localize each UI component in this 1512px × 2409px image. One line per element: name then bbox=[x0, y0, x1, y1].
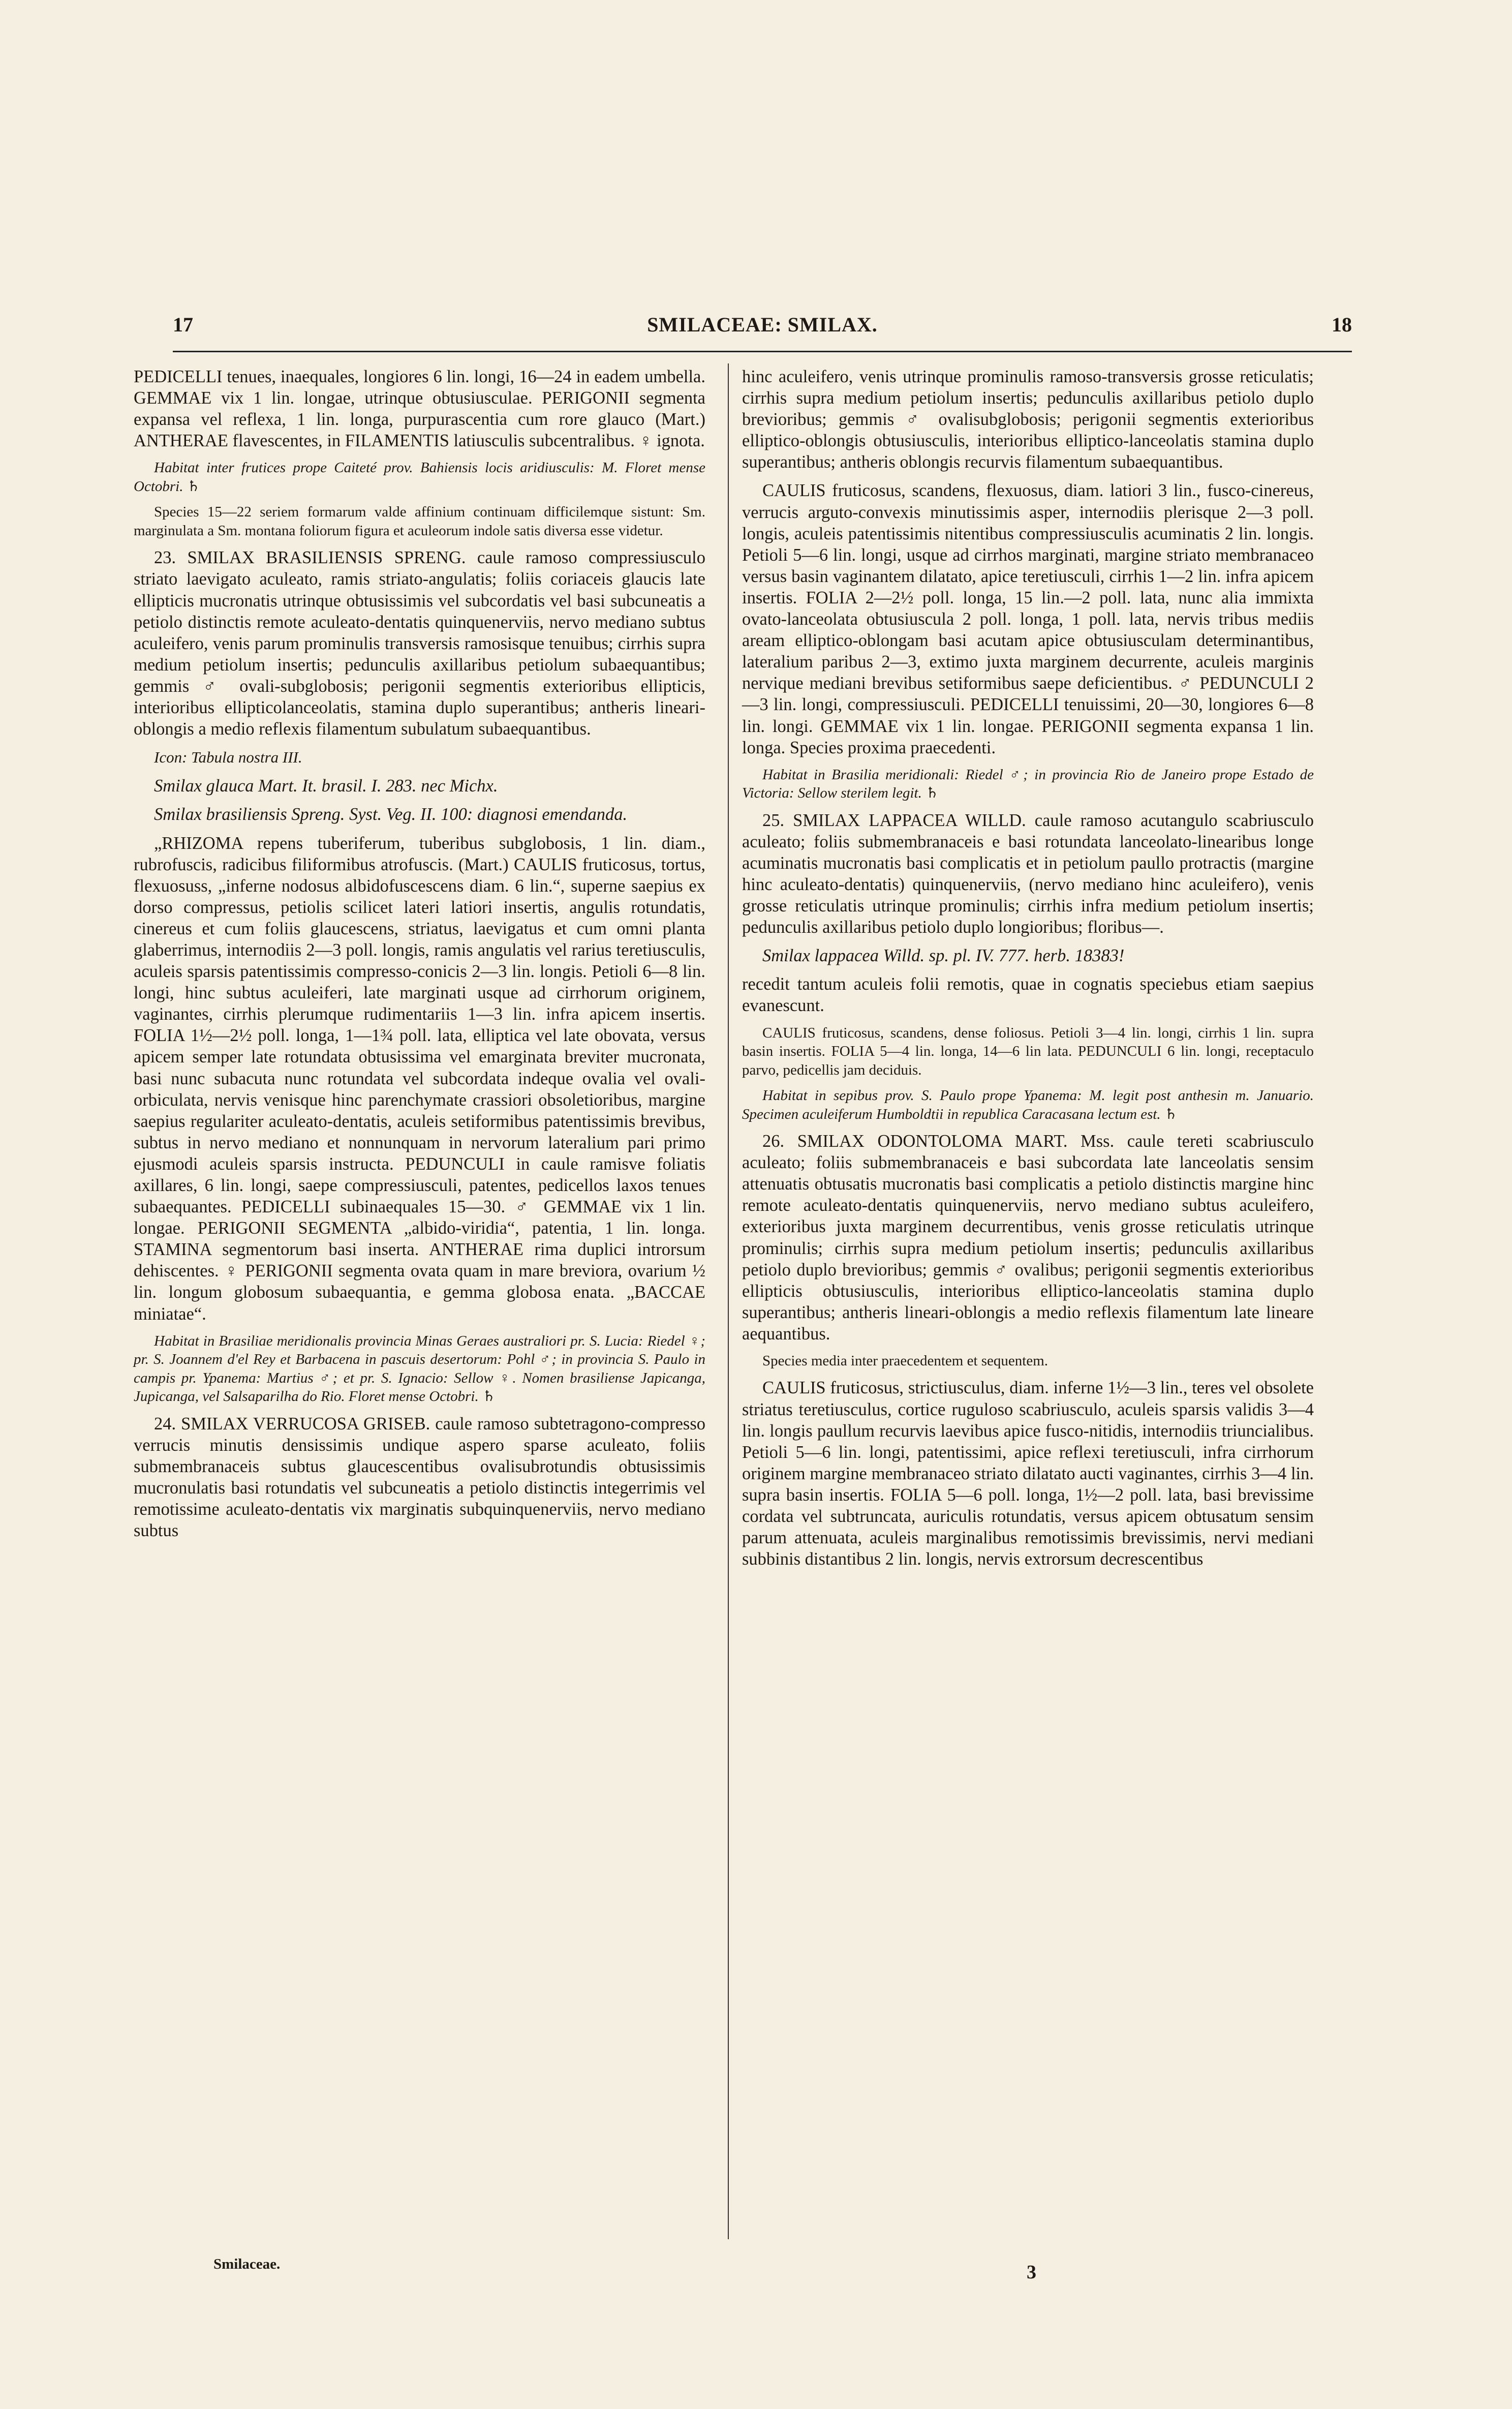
page-number-left: 17 bbox=[173, 313, 193, 336]
header-rule bbox=[173, 351, 1352, 352]
paragraph: Icon: Tabula nostra III. bbox=[154, 748, 302, 767]
paragraph: PEDICELLI tenues, inaequales, longiores 6 lin. longi, 16—24 in eadem umbella. GEMMAE vix 1 lin. longae, utrinque obtusiusculae. PERIGONII segmenta expansa vel reflexa, 1 lin. longa, purpurascentia cum rore glauco (Mart.) ANTHERAE flavescentes, in FILAMENTIS latiusculis subcentralibus. ♀ ignota. bbox=[134, 367, 705, 451]
right-column bbox=[742, 366, 1314, 1577]
paragraph: 25. SMILAX LAPPACEA WILLD. caule ramoso acutangulo scabriusculo aculeato; foliis submembranaceis e basi rotundata lanceolato-linearibus longe acuminatis mucronatis basi complicatis et in petiolum paullo protractis (margine hinc aculeato-dentatis) quinquenerviis, (nervo mediano hinc aculeifero), venis grosse reticulatis utrinque prominulis; cirrhis infra medium petiolum insertis; pedunculis axillaribus petiolo duplo longioribus; floribus—. bbox=[742, 810, 1314, 937]
left-column bbox=[134, 366, 705, 1548]
paragraph: CAULIS fruticosus, scandens, flexuosus, diam. latiori 3 lin., fusco-cinereus, verrucis arguto-convexis minutissimis asper, internodiis plerisque 2—3 poll. longis, aculeis patentissimis nitentibus compressiusculis acuminatis 2 lin. longis. Petioli 5—6 lin. longi, usque ad cirrhos marginati, margine striato membranaceo versus basin vaginantem dilatato, apice teretiusculi, cirrhis 1—2 lin. infra apicem insertis. FOLIA 2—2½ poll. longa, 15 lin.—2 poll. lata, nunc alia immixta ovato-lanceolata obtusiuscula 2 poll. longa, 1 poll. lata, nervis tribus mediis aream elliptico-oblongam basi acutam apice obtusiusculam determinantibus, lateralium paribus 2—3, extimo juxta marginem decurrente, aculeis marginis nervique mediani brevibus setiformibus saepe deficientibus. ♂ PEDUNCULI 2—3 lin. longi, compressiusculi. PEDICELLI tenuissimi, 20—30, longiores 6—8 lin. longi. GEMMAE vix 1 lin. longae. PERIGONII segmenta expansa 1 lin. longa. Species proxima praecedenti. bbox=[742, 481, 1314, 757]
paragraph: Smilax brasiliensis Spreng. Syst. Veg. II. 100: diagnosi emendanda. bbox=[154, 805, 628, 825]
paragraph: Smilax lappacea Willd. sp. pl. IV. 777. herb. 18383! bbox=[762, 946, 1125, 966]
paragraph: Habitat inter frutices prope Caiteté prov. Bahiensis locis aridiusculis: M. Floret mense Octobri. ♄ bbox=[134, 460, 705, 495]
running-title: SMILACEAE: SMILAX. bbox=[647, 313, 878, 336]
paragraph: CAULIS fruticosus, scandens, dense foliosus. Petioli 3—4 lin. longi, cirrhis 1 lin. supra basin insertis. FOLIA 5—4 lin. longa, 14—6 lin lata. PEDUNCULI 6 lin. longi, receptaculo parvo, pedicellis jam deciduis. bbox=[742, 1024, 1314, 1078]
signature-number: 3 bbox=[1027, 2262, 1036, 2283]
paragraph: Habitat in sepibus prov. S. Paulo prope Ypanema: M. legit post anthesin m. Januario. Specimen aculeiferum Humboldtii in republica Caracasana lectum est. ♄ bbox=[742, 1087, 1314, 1122]
paragraph: 23. SMILAX BRASILIENSIS SPRENG. caule ramoso compressiusculo striato laevigato aculeato, ramis striato-angulatis; foliis coriaceis glaucis late ellipticis mucronatis utrinque obtusissimis vel subcordatis vel basi subcuneatis a petiolo distinctis remote aculeato-dentatis quinquenerviis, nervo mediano subtus aculeifero, venis parum prominulis transversis ramosisque tenuibus; cirrhis supra medium petiolum insertis; pedunculis axillaribus petiolum subaequantibus; gemmis ♂ ovali-subglobosis; perigonii segmentis exterioribus ellipticis, interioribus ellipticolanceolatis, stamina duplo superantibus; antheris lineari-oblongis a medio reflexis filamentum subulatum subaequantibus. bbox=[134, 548, 705, 739]
paragraph: 24. SMILAX VERRUCOSA GRISEB. caule ramoso subtetragono-compresso verrucis minutis densissimis undique aspero sparse aculeato, foliis submembranaceis subtus glaucescentibus ovalisubrotundis obtusissimis mucronulatis basi rotundatis vel subcuneatis a petiolo distinctis integerrimis vel remotissime aculeato-dentatis vix marginatis subquinquenerviis, nervo mediano subtus bbox=[134, 1414, 705, 1541]
paragraph: hinc aculeifero, venis utrinque prominulis ramoso-transversis grosse reticulatis; cirrhis supra medium petiolum insertis; pedunculis axillaribus petiolo duplo brevioribus; gemmis ♂ ovalisubglobosis; perigonii segmentis exterioribus elliptico-oblongis obtusiusculis, interioribus elliptico-lanceolatis stamina duplo superantibus; antheris oblongis recurvis filamentum subaequantibus. bbox=[742, 367, 1314, 472]
paragraph: 26. SMILAX ODONTOLOMA MART. Mss. caule tereti scabriusculo aculeato; foliis submembranaceis e basi subcordata late lanceolatis sensim attenuatis obtusatis mucronatis basi complicatis a petiolo distinctis margine hinc remote aculeato-dentatis quinquenerviis, nervo mediano subtus aculeifero, exterioribus juxta marginem decurrentibus, venis grosse reticulatis utrinque prominulis; cirrhis supra medium petiolum insertis; pedunculis axillaribus petiolo duplo brevioribus; gemmis ♂ ovalibus; perigonii segmentis exterioribus ellipticis obtusiusculis, interioribus elliptico-lanceolatis stamina duplo superantibus; antheris lineari-oblongis a medio reflexis filamentum late lineare aequantibus. bbox=[742, 1132, 1314, 1344]
paragraph: recedit tantum aculeis folii remotis, quae in cognatis speciebus etiam saepius evanescunt. bbox=[742, 974, 1314, 1016]
column-divider bbox=[728, 363, 729, 2239]
signature-mark: Smilaceae. bbox=[213, 2256, 281, 2272]
paragraph: Species 15—22 seriem formarum valde affinium continuam difficilemque sistunt: Sm. marginulata a Sm. montana foliorum figura et aculeorum indole satis diversa esse videtur. bbox=[134, 504, 705, 539]
paragraph: Habitat in Brasilia meridionali: Riedel ♂; in provincia Rio de Janeiro prope Estado de Victoria: Sellow sterilem legit. ♄ bbox=[742, 766, 1314, 802]
running-header bbox=[173, 313, 1352, 343]
paragraph: „RHIZOMA repens tuberiferum, tuberibus subglobosis, 1 lin. diam., rubrofuscis, radicibus filiformibus atrofuscis. (Mart.) CAULIS fruticosus, tortus, flexuosuss, „inferne nodosus albidofuscescens diam. 6 lin.“, superne saepius ex dorso compressus, petiolis scilicet lateri latiori insertis, angulis rotundatis, cinereus et cum foliis glaucescens, striatus, laevigatus et cum omni planta glaberrimus, internodiis 2—3 poll. longis, ramis angulatis vel rarius teretiusculis, aculeis sparsis patentissimis compresso-conicis 2—3 lin. longis. Petioli 6—8 lin. longi, hinc subtus aculeiferi, late marginati usque ad cirrhorum originem, vaginantes, cirrhis plerumque rudimentariis 1—3 lin. infra apicem insertis. FOLIA 1½—2½ poll. longa, 1—1¾ poll. lata, elliptica vel late obovata, versus apicem semper late rotundata obtusissima vel emarginata breviter mucronata, basi nunc subacuta nunc rotundata vel subcordata indeque ovalia vel ovali-orbiculata, nervis venisque hinc parenchymate crassiori obsoletioribus, margine saepius regulariter aculeato-dentatis, aculeis setiformibus patentissimis brevibus, subtus in nervo mediano et nonnunquam in nervorum lateralium pari primo ejusmodi aculeis sparsis instructa. PEDUNCULI in caule ramisve foliatis axillares, 6 lin. longi, saepe compressiusculi, patentes, pedicellos laxos tenues subaequantes. PEDICELLI subinaequales 15—30. ♂ GEMMAE vix 1 lin. longae. PERIGONII SEGMENTA „albido-viridia“, patentia, 1 lin. longa. STAMINA segmentorum basi inserta. ANTHERAE rima duplici introrsum dehiscentes. ♀ PERIGONII segmenta ovata quam in mare breviora, ovarium ½ lin. longum globosum subaequantia, e gemma globosa enata. „BACCAE miniatae“. bbox=[134, 833, 705, 1324]
page-number-right: 18 bbox=[1332, 313, 1352, 336]
paragraph: Smilax glauca Mart. It. brasil. I. 283. nec Michx. bbox=[154, 776, 498, 796]
paragraph: Habitat in Brasiliae meridionalis provincia Minas Geraes australiori pr. S. Lucia: Riedel ♀; pr. S. Joannem d'el Rey et Barbacena in pascuis desertorum: Pohl ♂; in provincia S. Paulo in campis pr. Ypanema: Martius ♂; et pr. S. Ignacio: Sellow ♀. Nomen brasiliense Japicanga, Jupicanga, vel Salsaparilha do Rio. Floret mense Octobri. ♄ bbox=[134, 1332, 705, 1405]
paragraph: CAULIS fruticosus, strictiusculus, diam. inferne 1½—3 lin., teres vel obsolete striatus teretiusculus, cortice ruguloso scabriusculo, aculeis sparsis validis 3—4 lin. longis paullum recurvis laevibus apice fusco-nitidis, internodiis triuncialibus. Petioli 5—6 lin. longi, patentissimi, apice reflexi teretiusculi, infra cirrhorum originem margine membranaceo striato dilatato aucti vaginantes, cirrhis 3—4 lin. supra basin insertis. FOLIA 5—6 poll. longa, 1½—2 poll. lata, basi brevissime cordata vel subtruncata, auriculis rotundatis, versus apicem obtusatum sensim parum attenuata, aculeis marginalibus remotissimis brevissimis, nervi mediani subbinis distantibus 2 lin. longis, nervis extrorsum decrescentibus bbox=[742, 1378, 1314, 1569]
paragraph: Species media inter praecedentem et sequentem. bbox=[762, 1352, 1048, 1369]
